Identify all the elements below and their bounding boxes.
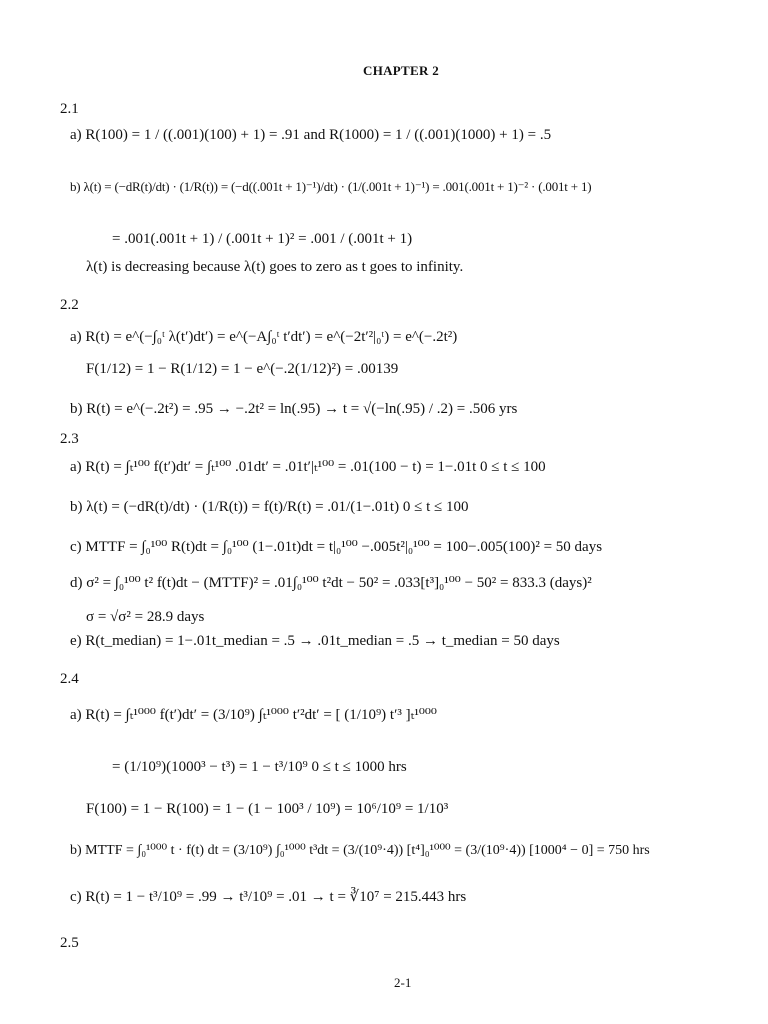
- equation-line: F(1/12) = 1 − R(1/12) = 1 − e^(−.2(1/12)²) = .00139: [86, 361, 399, 377]
- equation-line: b) R(t) = e^(−.2t²) = .95 → −.2t² = ln(.95) → t = √(−ln(.95) / .2) = .506 yrs: [70, 401, 518, 417]
- equation-line: a) R(t) = e^(−∫₀ᵗ λ(t′)dt′) = e^(−A∫₀ᵗ t′dt′) = e^(−2t′²|₀ᵗ) = e^(−.2t²): [70, 329, 458, 345]
- equation-line: b) λ(t) = (−dR(t)/dt) · (1/R(t)) = f(t)/R(t) = .01/(1−.01t) 0 ≤ t ≤ 100: [70, 499, 469, 515]
- equation-line: σ = √σ² = 28.9 days: [86, 609, 205, 625]
- equation-line: c) R(t) = 1 − t³/10⁹ = .99 → t³/10⁹ = .01 → t = ∛10⁷ = 215.443 hrs: [70, 889, 467, 905]
- equation-line: F(100) = 1 − R(100) = 1 − (1 − 100³ / 10⁹) = 10⁶/10⁹ = 1/10³: [86, 801, 449, 817]
- page-number: 2-1: [394, 975, 412, 990]
- equation-line: e) R(t_median) = 1−.01t_median = .5 → .01t_median = .5 → t_median = 50 days: [70, 633, 560, 649]
- equation-line: a) R(100) = 1 / ((.001)(100) + 1) = .91 and R(1000) = 1 / ((.001)(1000) + 1) = .5: [70, 127, 552, 143]
- equation-line: a) R(t) = ∫ₜ¹⁰⁰ f(t′)dt′ = ∫ₜ¹⁰⁰ .01dt′ = .01t′|ₜ¹⁰⁰ = .01(100 − t) = 1−.01t 0 ≤ t ≤ 100: [70, 459, 546, 475]
- equation-line: c) MTTF = ∫₀¹⁰⁰ R(t)dt = ∫₀¹⁰⁰ (1−.01t)dt = t|₀¹⁰⁰ −.005t²|₀¹⁰⁰ = 100−.005(100)² = 50 days: [70, 539, 603, 555]
- equation-line: d) σ² = ∫₀¹⁰⁰ t² f(t)dt − (MTTF)² = .01∫₀¹⁰⁰ t²dt − 50² = .033[t³]₀¹⁰⁰ − 50² = 833.3 (days)²: [70, 575, 592, 591]
- section-number: 2.1: [60, 101, 79, 117]
- section-number: 2.5: [60, 935, 79, 951]
- section-number: 2.3: [60, 431, 79, 447]
- chapter-title: CHAPTER 2: [363, 63, 440, 78]
- equation-line: b) λ(t) = (−dR(t)/dt) · (1/R(t)) = (−d((.001t + 1)⁻¹)/dt) · (1/(.001t + 1)⁻¹) = .001(.001t + 1)⁻² · (.001t + 1): [70, 179, 592, 194]
- section-number: 2.4: [60, 671, 79, 687]
- section-number: 2.2: [60, 297, 79, 313]
- equation-line: b) MTTF = ∫₀¹⁰⁰⁰ t · f(t) dt = (3/10⁹) ∫₀¹⁰⁰⁰ t³dt = (3/(10⁹·4)) [t⁴]₀¹⁰⁰⁰ = (3/(10⁹·4)) [1000⁴ − 0] = 750 hrs: [70, 843, 650, 858]
- equation-line: = (1/10⁹)(1000³ − t³) = 1 − t³/10⁹ 0 ≤ t ≤ 1000 hrs: [112, 759, 407, 775]
- equation-line: a) R(t) = ∫ₜ¹⁰⁰⁰ f(t′)dt′ = (3/10⁹) ∫ₜ¹⁰⁰⁰ t′²dt′ = [ (1/10⁹) t′³ ]ₜ¹⁰⁰⁰: [70, 707, 437, 723]
- equation-line: = .001(.001t + 1) / (.001t + 1)² = .001 / (.001t + 1): [112, 231, 413, 247]
- text-line: λ(t) is decreasing because λ(t) goes to zero as t goes to infinity.: [86, 259, 464, 275]
